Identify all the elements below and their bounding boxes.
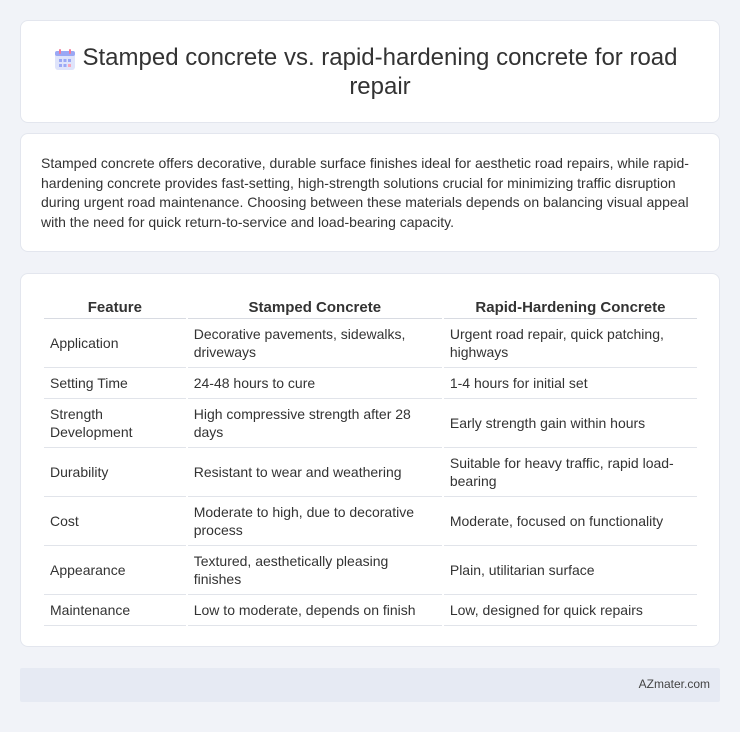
row-stamped: Moderate to high, due to decorative process <box>188 497 442 546</box>
row-stamped: Resistant to wear and weathering <box>188 448 442 497</box>
comparison-table <box>42 295 699 626</box>
row-stamped: Low to moderate, depends on finish <box>188 595 442 626</box>
page-title: Stamped concrete vs. rapid-hardening concrete for road repair <box>82 44 678 100</box>
table-row <box>44 319 697 368</box>
intro-paragraph: Stamped concrete offers decorative, durable surface finishes ideal for aesthetic road repairs, while rapid-hardening concrete provides fast-setting, high-strength solutions crucial for minimizing traffic disruption during urgent road maintenance. Choosing between these materials depends on balancing visual appeal with the need for quick return-to-service and load-bearing capacity. <box>41 155 689 230</box>
intro-card <box>20 133 720 252</box>
row-stamped: Decorative pavements, sidewalks, driveways <box>188 319 442 368</box>
table-row <box>44 368 697 399</box>
row-rapid: Early strength gain within hours <box>444 399 697 448</box>
row-feature: Maintenance <box>44 595 186 626</box>
table-row <box>44 448 697 497</box>
header-rapid: Rapid-Hardening Concrete <box>444 295 697 319</box>
row-stamped: Textured, aesthetically pleasing finishes <box>188 546 442 595</box>
header-feature: Feature <box>44 295 186 319</box>
row-rapid: 1-4 hours for initial set <box>444 368 697 399</box>
row-stamped: High compressive strength after 28 days <box>188 399 442 448</box>
row-feature: Cost <box>44 497 186 546</box>
row-rapid: Plain, utilitarian surface <box>444 546 697 595</box>
table-row <box>44 546 697 595</box>
comparison-card <box>20 273 720 647</box>
row-rapid: Moderate, focused on functionality <box>444 497 697 546</box>
row-feature: Strength Development <box>44 399 186 448</box>
row-rapid: Suitable for heavy traffic, rapid load-bearing <box>444 448 697 497</box>
row-rapid: Low, designed for quick repairs <box>444 595 697 626</box>
row-feature: Durability <box>44 448 186 497</box>
row-feature: Application <box>44 319 186 368</box>
table-header-row <box>44 295 697 319</box>
title-card <box>20 20 720 123</box>
row-rapid: Urgent road repair, quick patching, highways <box>444 319 697 368</box>
row-feature: Setting Time <box>44 368 186 399</box>
table-row <box>44 595 697 626</box>
header-stamped: Stamped Concrete <box>188 295 442 319</box>
footer-bar <box>20 668 720 702</box>
row-stamped: 24-48 hours to cure <box>188 368 442 399</box>
table-row <box>44 399 697 448</box>
row-feature: Appearance <box>44 546 186 595</box>
table-row <box>44 497 697 546</box>
footer-brand-link[interactable]: AZmater.com <box>638 677 710 691</box>
